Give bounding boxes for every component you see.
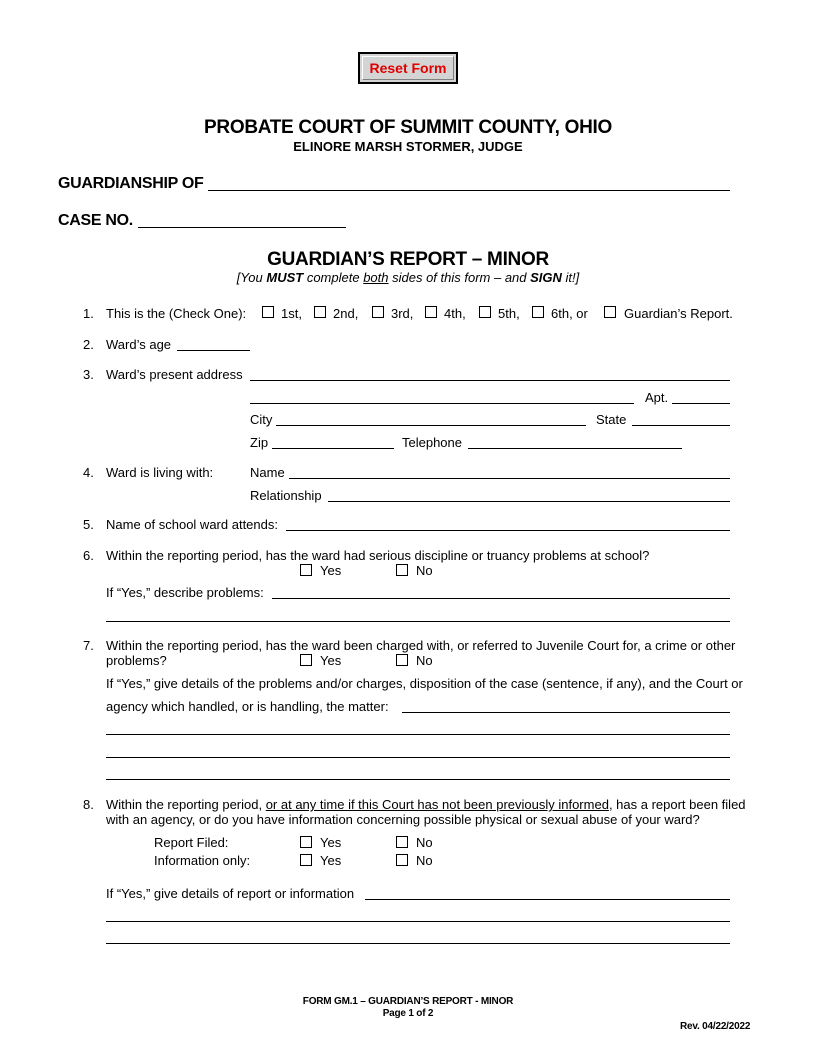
q7-details-field-4[interactable] <box>106 779 730 780</box>
court-title: PROBATE COURT OF SUMMIT COUNTY, OHIO <box>204 117 612 138</box>
q8-text-line-1: Within the reporting period, or at any time if this Court has not been previously informed, has a report been filed <box>106 797 746 812</box>
footer-form-name: FORM GM.1 – GUARDIAN’S REPORT - MINOR <box>302 996 514 1007</box>
q5-number: 5. <box>83 517 94 532</box>
case-number-field[interactable] <box>138 227 346 228</box>
telephone-label: Telephone <box>402 435 462 450</box>
case-number-label: CASE NO. <box>58 212 133 229</box>
q1-number: 1. <box>83 306 94 321</box>
judge-name: ELINORE MARSH STORMER, JUDGE <box>293 139 523 154</box>
option-3rd-label: 3rd, <box>391 306 414 321</box>
info-only-label: Information only: <box>154 853 251 868</box>
reset-form-label: Reset Form <box>362 56 454 80</box>
zip-field[interactable] <box>272 448 394 449</box>
q7-no-checkbox[interactable] <box>396 654 408 666</box>
reset-form-button[interactable] <box>358 52 458 84</box>
state-field[interactable] <box>632 425 730 426</box>
city-label: City <box>250 412 273 427</box>
report-filed-yes-checkbox[interactable] <box>300 836 312 848</box>
checkbox-6th[interactable] <box>532 306 544 318</box>
report-filed-label: Report Filed: <box>154 835 229 850</box>
q5-text: Name of school ward attends: <box>106 517 278 532</box>
q2-number: 2. <box>83 337 94 352</box>
q6-yes-checkbox[interactable] <box>300 564 312 576</box>
report-filed-no-label: No <box>416 835 433 850</box>
q8-details-field-2[interactable] <box>106 921 730 922</box>
q6-number: 6. <box>83 548 94 563</box>
q7-yes-checkbox[interactable] <box>300 654 312 666</box>
report-filed-yes-label: Yes <box>320 835 342 850</box>
school-name-field[interactable] <box>286 530 730 531</box>
address-line-1-field[interactable] <box>250 380 730 381</box>
option-4th-label: 4th, <box>444 306 466 321</box>
q7-details-field-3[interactable] <box>106 757 730 758</box>
apt-field[interactable] <box>672 403 730 404</box>
q6-no-label: No <box>416 563 433 578</box>
info-only-no-checkbox[interactable] <box>396 854 408 866</box>
form-title: GUARDIAN’S REPORT – MINOR <box>267 249 549 270</box>
address-line-2-field[interactable] <box>250 403 634 404</box>
report-filed-no-checkbox[interactable] <box>396 836 408 848</box>
zip-label: Zip <box>250 435 269 450</box>
option-6th-label: 6th, or <box>551 306 588 321</box>
footer-revision: Rev. 04/22/2022 <box>680 1021 751 1032</box>
q8-details-label: If “Yes,” give details of report or information <box>106 886 355 901</box>
checkbox-3rd[interactable] <box>372 306 384 318</box>
info-only-yes-label: Yes <box>320 853 342 868</box>
q7-text-line-1: Within the reporting period, has the ward been charged with, or referred to Juvenile Court for, a crime or other <box>106 638 736 653</box>
option-2nd-label: 2nd, <box>333 306 359 321</box>
guardianship-field[interactable] <box>208 190 730 191</box>
q6-describe-label: If “Yes,” describe problems: <box>106 585 264 600</box>
q7-yes-label: Yes <box>320 653 342 668</box>
living-with-name-field[interactable] <box>289 478 730 479</box>
info-only-yes-checkbox[interactable] <box>300 854 312 866</box>
q6-yes-label: Yes <box>320 563 342 578</box>
q8-details-field-1[interactable] <box>365 899 730 900</box>
q7-text-line-2: problems? <box>106 653 167 668</box>
checkbox-5th[interactable] <box>479 306 491 318</box>
living-with-name-label: Name <box>250 465 285 480</box>
q8-text-line-2: with an agency, or do you have information concerning possible physical or sexual abuse of your ward? <box>106 812 700 827</box>
q7-details-line-2: agency which handled, or is handling, the matter: <box>106 699 389 714</box>
relationship-label: Relationship <box>250 488 322 503</box>
ward-age-field[interactable] <box>177 350 250 351</box>
checkbox-4th[interactable] <box>425 306 437 318</box>
footer-page-number: Page 1 of 2 <box>382 1008 434 1019</box>
q8-number: 8. <box>83 797 94 812</box>
checkbox-guardians-report[interactable] <box>604 306 616 318</box>
q4-text: Ward is living with: <box>106 465 214 480</box>
checkbox-1st[interactable] <box>262 306 274 318</box>
info-only-no-label: No <box>416 853 433 868</box>
q6-no-checkbox[interactable] <box>396 564 408 576</box>
q3-text: Ward’s present address <box>106 367 243 382</box>
option-guardians-report-label: Guardian’s Report. <box>624 306 733 321</box>
q6-text: Within the reporting period, has the ward had serious discipline or truancy problems at school? <box>106 548 650 563</box>
telephone-field[interactable] <box>468 448 682 449</box>
q7-details-field-2[interactable] <box>106 734 730 735</box>
q6-describe-field-1[interactable] <box>272 598 730 599</box>
q3-number: 3. <box>83 367 94 382</box>
q4-number: 4. <box>83 465 94 480</box>
q6-describe-field-2[interactable] <box>106 621 730 622</box>
q7-no-label: No <box>416 653 433 668</box>
q7-details-field-1[interactable] <box>402 712 730 713</box>
option-5th-label: 5th, <box>498 306 520 321</box>
option-1st-label: 1st, <box>281 306 302 321</box>
state-label: State <box>596 412 627 427</box>
q8-details-field-3[interactable] <box>106 943 730 944</box>
checkbox-2nd[interactable] <box>314 306 326 318</box>
guardianship-label: GUARDIANSHIP OF <box>58 175 204 192</box>
form-instructions: [You MUST complete both sides of this form – and SIGN it!] <box>236 270 580 285</box>
city-field[interactable] <box>276 425 586 426</box>
q2-text: Ward’s age <box>106 337 172 352</box>
apt-label: Apt. <box>645 390 669 405</box>
relationship-field[interactable] <box>328 501 730 502</box>
q1-text: This is the (Check One): <box>106 306 247 321</box>
q7-number: 7. <box>83 638 94 653</box>
q7-details-line-1: If “Yes,” give details of the problems and/or charges, disposition of the case (sentence, if any), and the Court or <box>106 676 743 691</box>
